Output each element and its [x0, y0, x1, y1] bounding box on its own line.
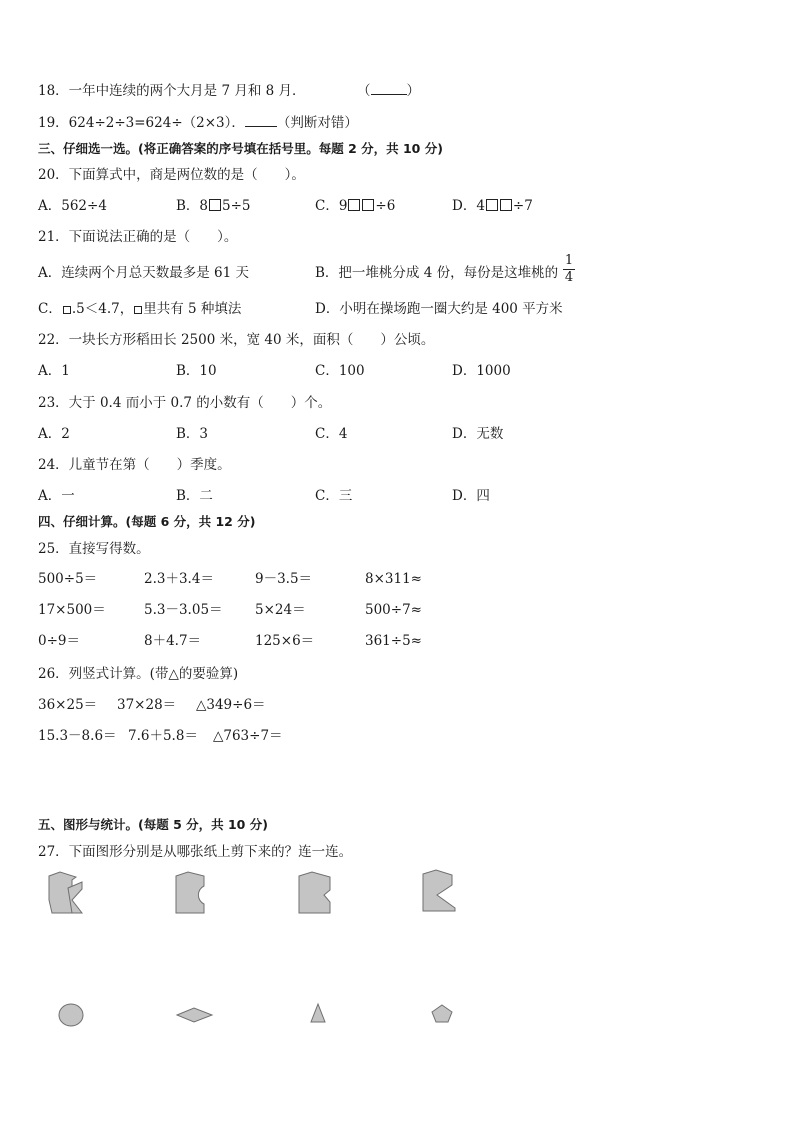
q21-option-d[interactable]: D．小明在操场跑一圈大约是 400 平方米 [315, 301, 563, 317]
q26-problem: △349÷6＝ [196, 697, 266, 713]
folded-paper-1[interactable] [49, 872, 82, 913]
q26-problem: 36×25＝ [38, 697, 98, 713]
q24-option-d[interactable]: D．四 [452, 488, 490, 504]
q19-text: 19．624÷2÷3=624÷（2×3）． [38, 115, 245, 131]
question-21-stem: 21．下面说法正确的是（ ）。 [38, 229, 238, 245]
q20-option-a[interactable]: A．562÷4 [38, 198, 107, 214]
q21-option-b[interactable]: B．把一堆桃分成 4 份，每份是这堆桃的 [315, 265, 559, 281]
q25-problem: 361÷5≈ [365, 633, 422, 649]
q22-option-c[interactable]: C．100 [315, 363, 365, 379]
q24-option-a[interactable]: A．一 [38, 488, 75, 504]
q24-option-c[interactable]: C．三 [315, 488, 353, 504]
q20-c-pre: C．9 [315, 198, 348, 214]
q19-tail: （判断对错） [276, 115, 358, 131]
q25-problem: 5.3－3.05＝ [144, 602, 223, 618]
q25-problem: 500÷5＝ [38, 571, 98, 587]
folded-paper-2[interactable] [176, 872, 204, 913]
question-20-stem: 20．下面算式中，商是两位数的是（ ）。 [38, 167, 305, 183]
fraction-denominator: 4 [564, 270, 574, 285]
q25-problem: 5×24＝ [255, 602, 306, 618]
rhombus-shape[interactable] [177, 1008, 212, 1022]
q26-problem: △763÷7＝ [213, 728, 283, 744]
pentagon-shape[interactable] [432, 1005, 452, 1022]
q22-option-a[interactable]: A．1 [38, 363, 70, 379]
q25-problem: 125×6＝ [255, 633, 315, 649]
section-3-title: 三、仔细选一选。(将正确答案的序号填在括号里。每题 2 分，共 10 分) [38, 141, 443, 156]
q20-b-pre: B．8 [176, 198, 209, 214]
q23-option-a[interactable]: A．2 [38, 426, 70, 442]
q25-problem: 500÷7≈ [365, 602, 422, 618]
q18-paren-close: ） [406, 83, 420, 99]
q25-problem: 8×311≈ [365, 571, 422, 587]
circle-shape[interactable] [59, 1004, 83, 1026]
q25-problem: 0÷9＝ [38, 633, 80, 649]
q23-option-b[interactable]: B．3 [176, 426, 209, 442]
q25-problem: 2.3＋3.4＝ [144, 571, 214, 587]
q23-option-d[interactable]: D．无数 [452, 426, 504, 442]
q25-problem: 8＋4.7＝ [144, 633, 202, 649]
q22-option-b[interactable]: B．10 [176, 363, 217, 379]
q26-problem: 15.3－8.6＝ [38, 728, 117, 744]
q25-problem: 9－3.5＝ [255, 571, 313, 587]
section-5-title: 五、图形与统计。(每题 5 分，共 10 分) [38, 817, 268, 832]
q18-text: 18．一年中连续的两个大月是 7 月和 8 月． [38, 83, 306, 99]
section-4-title: 四、仔细计算。(每题 6 分，共 12 分) [38, 514, 256, 529]
q20-c-post: ÷6 [375, 198, 396, 214]
q20-b-post: 5÷5 [222, 198, 251, 214]
q20-d-post: ÷7 [512, 198, 533, 214]
q21-option-a[interactable]: A．连续两个月总天数最多是 61 天 [38, 265, 250, 281]
question-27-stem: 27．下面图形分别是从哪张纸上剪下来的？连一连。 [38, 844, 353, 860]
q24-option-b[interactable]: B．二 [176, 488, 213, 504]
question-24-stem: 24．儿童节在第（ ）季度。 [38, 457, 231, 473]
q22-option-d[interactable]: D．1000 [452, 363, 511, 379]
question-25-stem: 25．直接写得数。 [38, 541, 150, 557]
question-23-stem: 23．大于 0.4 而小于 0.7 的小数有（ ）个。 [38, 395, 332, 411]
q23-option-c[interactable]: C．4 [315, 426, 348, 442]
q20-d-pre: D．4 [452, 198, 485, 214]
q18-paren-open: （ [357, 83, 371, 99]
q26-problem: 7.6＋5.8＝ [128, 728, 198, 744]
q21-c-post: 里共有 5 种填法 [143, 301, 242, 317]
question-22-stem: 22．一块长方形稻田长 2500 米，宽 40 米，面积（ ）公顷。 [38, 332, 435, 348]
folded-paper-4[interactable] [423, 870, 455, 911]
q21-c-pre: C． [38, 301, 62, 317]
question-26-stem: 26．列竖式计算。(带△的要验算) [38, 666, 239, 682]
q26-problem: 37×28＝ [117, 697, 177, 713]
q21-c-mid: .5＜4.7， [71, 301, 134, 317]
folded-paper-3[interactable] [299, 872, 330, 913]
fraction-numerator: 1 [564, 253, 574, 268]
q25-problem: 17×500＝ [38, 602, 106, 618]
triangle-shape[interactable] [311, 1004, 325, 1022]
